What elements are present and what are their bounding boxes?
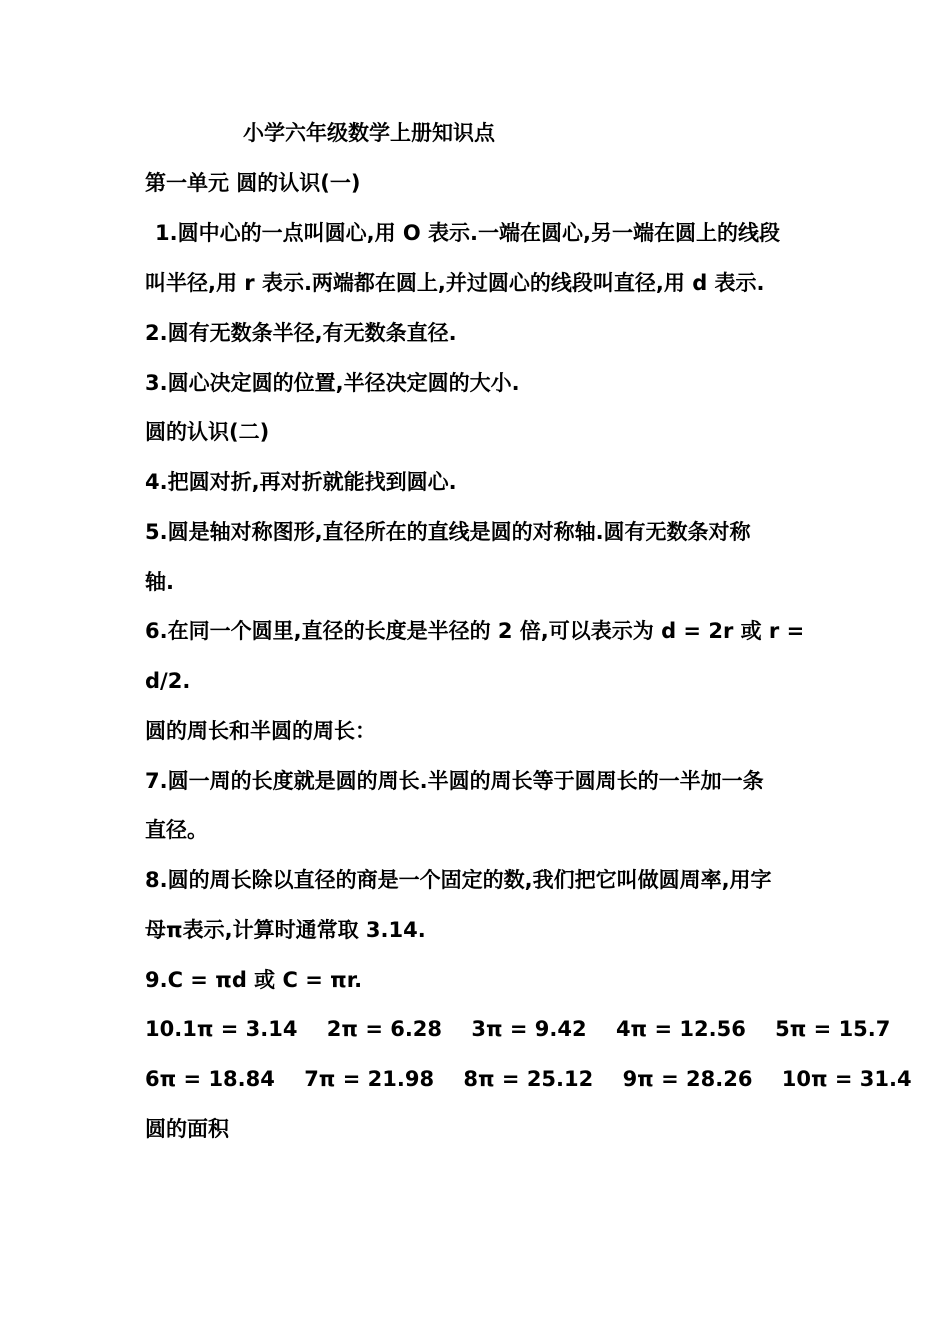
pi-multiples-row-1 [145,1015,912,1043]
paragraph-1-line-2: 叫半径,用 r 表示.两端都在圆上,并过圆心的线段叫直径,用 d 表示. [145,271,765,295]
paragraph-4: 4.把圆对折,再对折就能找到圆心. [145,470,457,494]
paragraph-8-line-1: 8.圆的周长除以直径的商是一个固定的数,我们把它叫做圆周率,用字 [145,868,772,892]
pi-multiple: 4π = 12.56 [615,1017,746,1041]
paragraph-5-line-1: 5.圆是轴对称图形,直径所在的直线是圆的对称轴.圆有无数条对称 [145,520,751,544]
pi-multiple: 10π = 31.4 [781,1067,912,1091]
paragraph-9: 9.C = πd 或 C = πr. [145,968,363,992]
pi-multiple: 9π = 28.26 [622,1067,753,1091]
pi-multiple: 5π = 15.7 [775,1017,891,1041]
paragraph-3: 3.圆心决定圆的位置,半径决定圆的大小. [145,371,520,395]
paragraph-8-line-2: 母π表示,计算时通常取 3.14. [145,918,426,942]
pi-multiple: 3π = 9.42 [471,1017,587,1041]
page-title: 小学六年级数学上册知识点 [243,121,495,145]
section-3-heading: 圆的周长和半圆的周长： [145,719,376,743]
unit1-heading: 第一单元 圆的认识(一) [145,171,361,195]
pi-multiples-row-2 [145,1065,934,1093]
paragraph-1-line-1: 1.圆中心的一点叫圆心,用 O 表示.一端在圆心,另一端在圆上的线段 [155,221,780,245]
pi-multiple: 7π = 21.98 [304,1067,435,1091]
pi-multiple: 6π = 18.84 [145,1067,275,1091]
section-2-heading: 圆的认识(二) [145,420,270,444]
section-4-heading: 圆的面积 [145,1117,229,1141]
pi-multiple: 10.1π = 3.14 [145,1017,298,1041]
paragraph-7-line-1: 7.圆一周的长度就是圆的周长.半圆的周长等于圆周长的一半加一条 [145,769,764,793]
paragraph-6-line-1: 6.在同一个圆里,直径的长度是半径的 2 倍,可以表示为 d = 2r 或 r = [145,619,805,643]
paragraph-5-line-2: 轴. [145,570,174,594]
pi-multiple: 2π = 6.28 [326,1017,443,1041]
paragraph-7-line-2: 直径。 [145,818,208,842]
paragraph-2: 2.圆有无数条半径,有无数条直径. [145,321,457,345]
paragraph-6-line-2: d/2. [145,669,191,693]
pi-multiple: 8π = 25.12 [463,1067,594,1091]
